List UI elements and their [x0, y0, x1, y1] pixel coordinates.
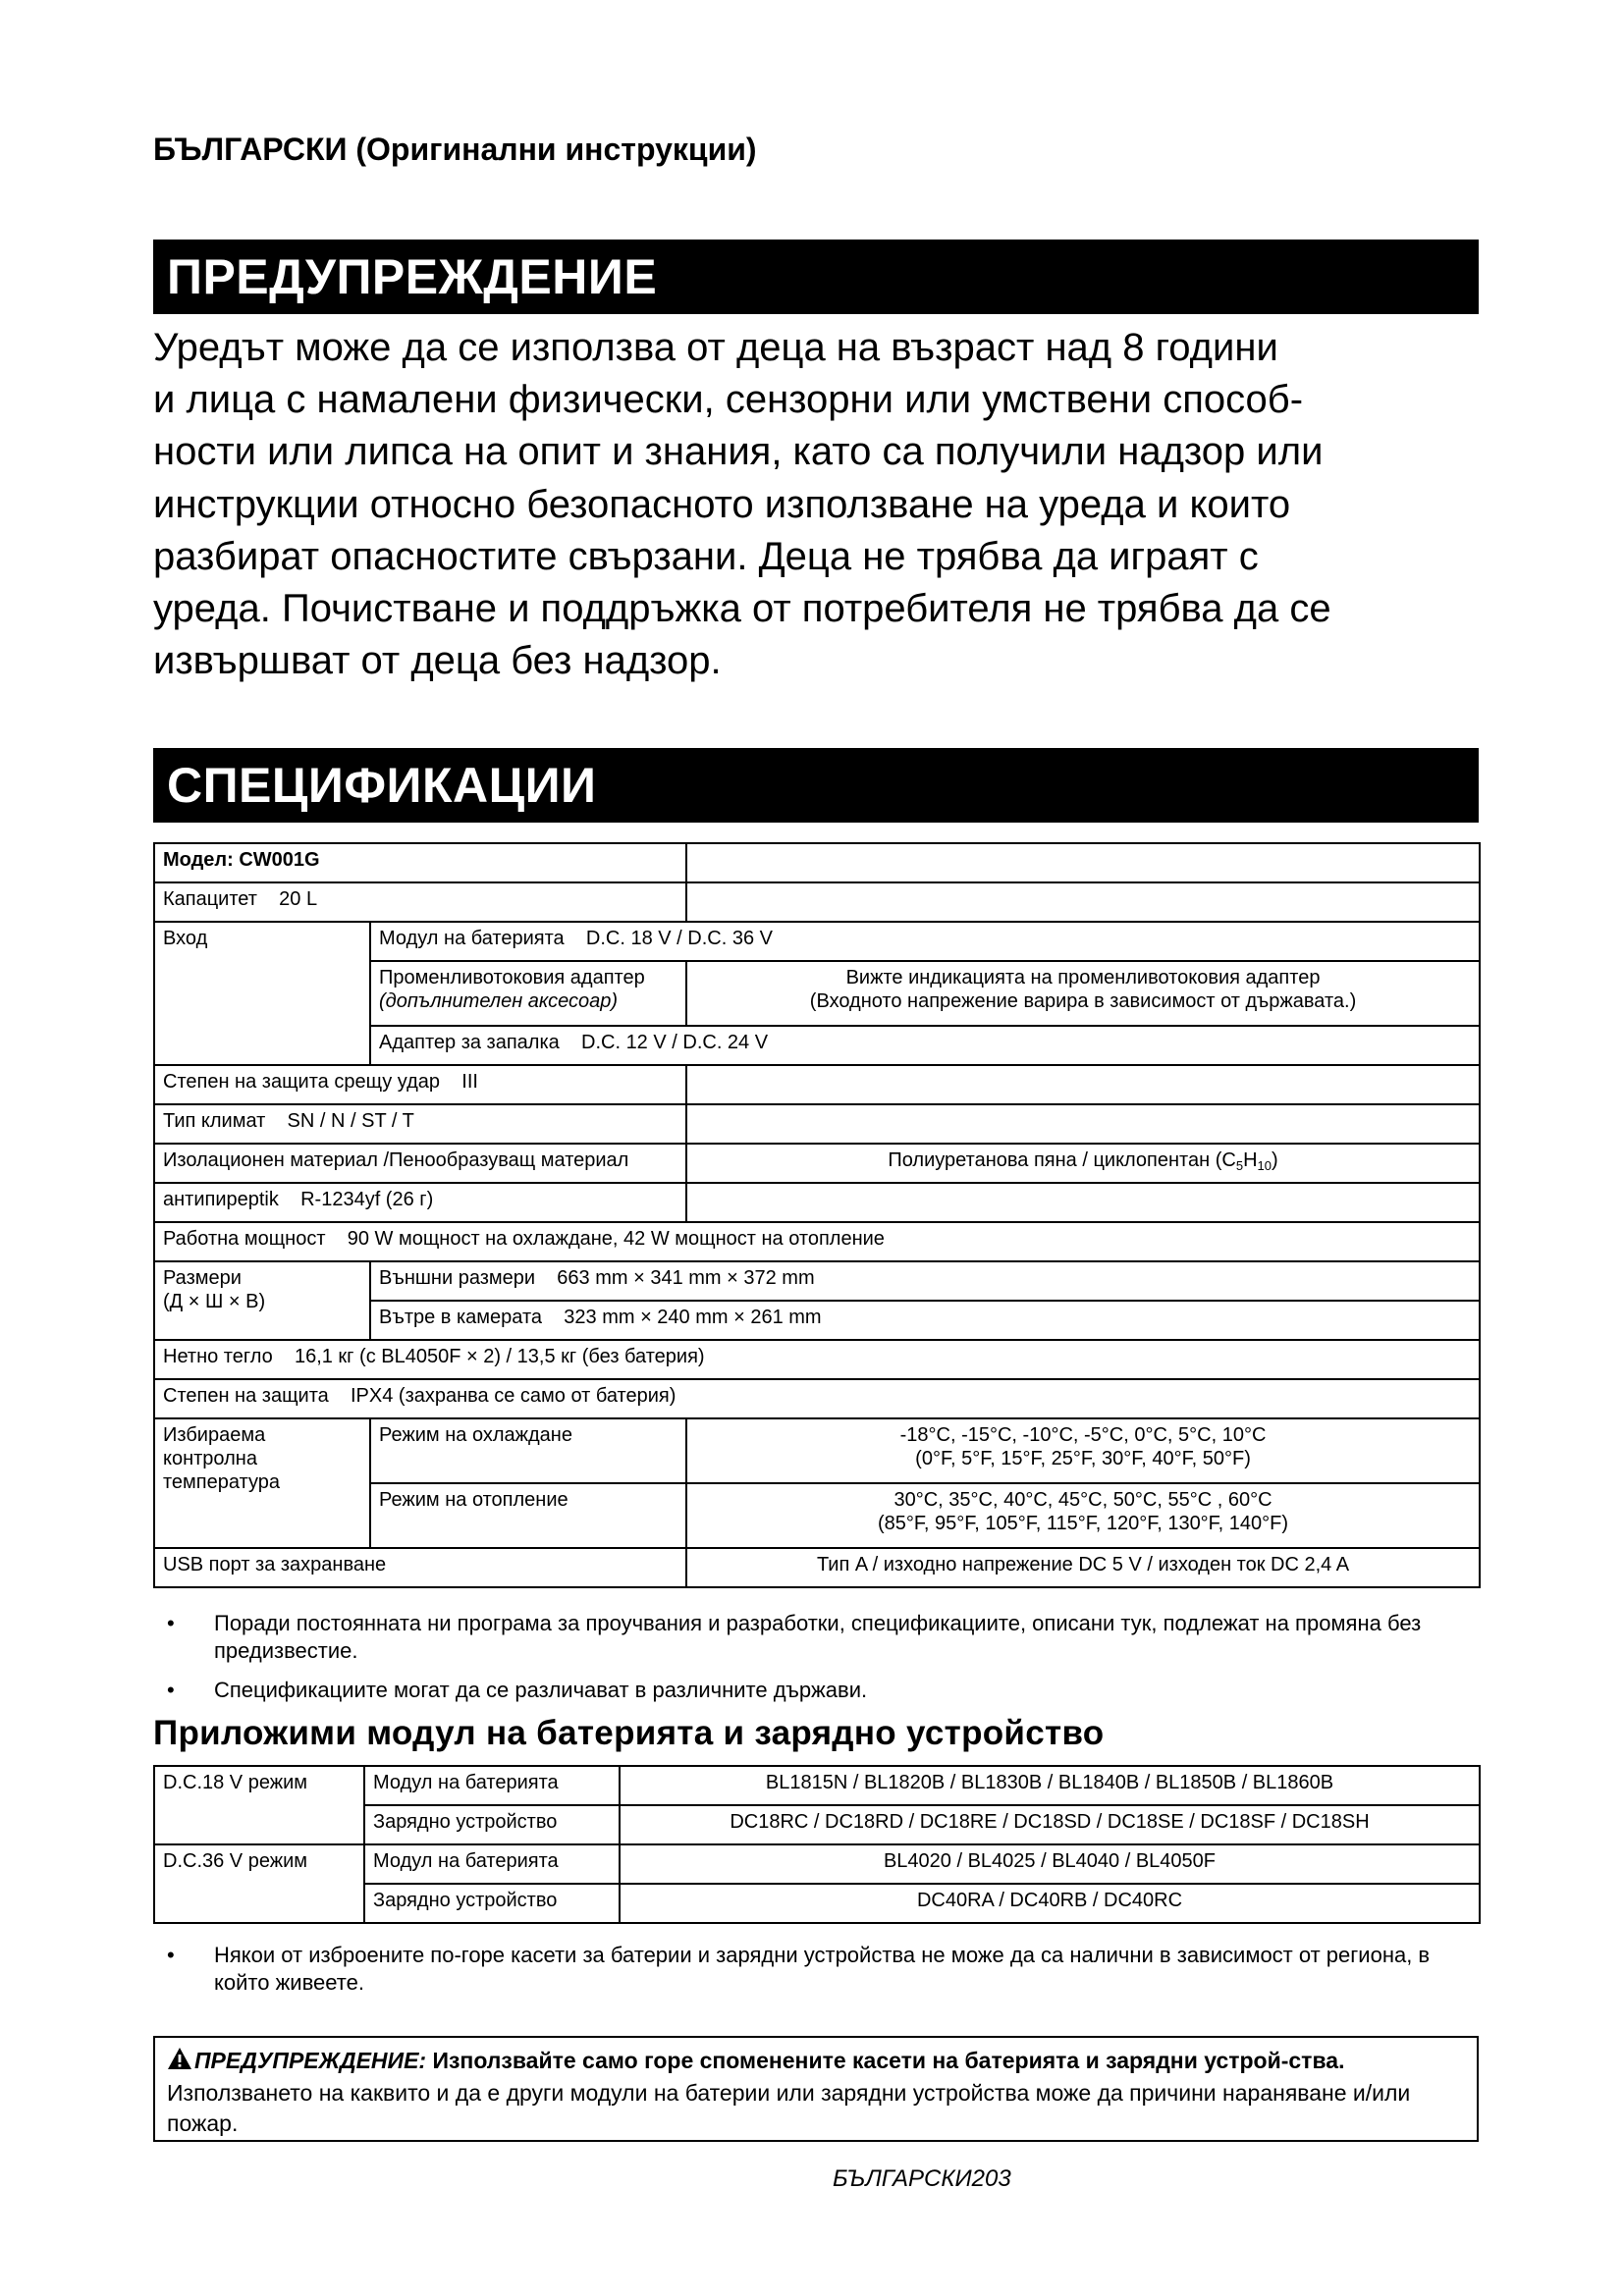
page-footer: БЪЛГАРСКИ203: [833, 2165, 1011, 2192]
table-row: [154, 1379, 1480, 1418]
table-row: [154, 1844, 1480, 1884]
cooling-values-line: (0°F, 5°F, 15°F, 25°F, 30°F, 40°F, 50°F): [915, 1448, 1251, 1469]
cooling-values-cell: [686, 1418, 1480, 1483]
value-cell: DC18RC / DC18RD / DC18RE / DC18SD / DC18SE / DC18SF / DC18SH: [620, 1805, 1480, 1844]
cooling-values-line: -18°C, -15°C, -10°C, -5°C, 0°C, 5°C, 10°C: [899, 1424, 1267, 1446]
temperature-label: контролна: [163, 1448, 257, 1469]
warning-line: извършват от деца без надзор.: [153, 639, 722, 683]
heating-values-line: (85°F, 95°F, 105°F, 115°F, 120°F, 130°F, 140°F): [877, 1513, 1289, 1534]
power-cell: Работна мощност 90 W мощност на охлаждане, 42 W мощност на отопление: [154, 1222, 1480, 1261]
kind-cell: Зарядно устройство: [364, 1884, 620, 1923]
climate-type-cell: Тип климат SN / N / ST / T: [154, 1104, 686, 1144]
table-row: [154, 1222, 1480, 1261]
warning-line: уреда. Почистване и поддръжка от потребителя не трябва да се: [153, 587, 1331, 631]
insulation-value-text: ): [1271, 1149, 1278, 1171]
dimensions-label: (Д × Ш × В): [163, 1291, 266, 1312]
ac-adapter-value-cell: [686, 961, 1480, 1026]
heating-values-cell: [686, 1483, 1480, 1548]
table-row: [154, 1183, 1480, 1222]
table-row: [154, 843, 1480, 882]
table-row: [154, 1418, 1480, 1483]
warning-box: [153, 2036, 1479, 2142]
dimensions-label: Размери: [163, 1267, 242, 1289]
warning-line: ности или липса на опит и знания, като са получили надзор или: [153, 430, 1324, 474]
specifications-table: [153, 842, 1481, 1588]
specifications-section-title: СПЕЦИФИКАЦИИ: [153, 748, 1479, 823]
input-label-cell: Вход: [154, 922, 370, 1065]
model-cell: Модел: CW001G: [154, 843, 686, 882]
heating-values-line: 30°C, 35°C, 40°C, 45°C, 50°C, 55°C , 60°C: [893, 1489, 1272, 1511]
kind-cell: Зарядно устройство: [364, 1805, 620, 1844]
subscript: 5: [1235, 1158, 1244, 1173]
insulation-value-text: H: [1243, 1149, 1258, 1171]
table-row: [154, 1548, 1480, 1587]
empty-cell: [686, 1183, 1480, 1222]
ac-adapter-value-line: (Входното напрежение варира в зависимост от държавата.): [809, 990, 1357, 1012]
empty-cell: [686, 882, 1480, 922]
temperature-label: температура: [163, 1471, 280, 1493]
refrigerant-cell: антипиреptik R-1234yf (26 г): [154, 1183, 686, 1222]
table-row: [154, 922, 1480, 961]
dimensions-label-cell: [154, 1261, 370, 1340]
ac-adapter-value-line: Вижте индикацията на променливотоковия адаптер: [845, 967, 1321, 988]
mode-cell: D.C.18 V режим: [154, 1766, 364, 1844]
warning-line: инструкции относно безопасното използване на уреда и които: [153, 482, 1291, 526]
shock-protection-cell: Степен на защита срещу удар III: [154, 1065, 686, 1104]
warning-line: и лица с намалени физически, сензорни или умствени способ-: [153, 378, 1304, 422]
warning-label: ПРЕДУПРЕЖДЕНИЕ:: [194, 2048, 427, 2073]
page-language-heading: БЪЛГАРСКИ (Оригинални инструкции): [153, 132, 757, 167]
specifications-notes: [153, 1610, 1479, 1716]
heating-mode-cell: Режим на отопление: [370, 1483, 686, 1548]
ac-adapter-label-cell: [370, 961, 686, 1026]
car-adapter-cell: Адаптер за запалка D.C. 12 V / D.C. 24 V: [370, 1026, 1480, 1065]
note-item: • Спецификациите могат да се различават в различните държави.: [153, 1677, 1479, 1704]
note-item: • Поради постоянната ни програма за проучвания и разработки, спецификациите, описани тук, подлежат на промяна без предизвестие.: [153, 1610, 1479, 1665]
protection-degree-cell: Степен на защита IPX4 (захранва се само от батерия): [154, 1379, 1480, 1418]
outer-dimensions-cell: Външни размери 663 mm × 341 mm × 372 mm: [370, 1261, 1480, 1301]
battery-input-cell: Модул на батерията D.C. 18 V / D.C. 36 V: [370, 922, 1480, 961]
cooling-mode-cell: Режим на охлаждане: [370, 1418, 686, 1483]
insulation-value-text: Полиуретанова пяна / циклопентан (C: [888, 1149, 1236, 1171]
usb-label-cell: USB порт за захранване: [154, 1548, 686, 1587]
warning-bold-text: Използвайте само горе споменените касети на батерията и зарядни устрой-ства.: [432, 2048, 1345, 2073]
kind-cell: Модул на батерията: [364, 1766, 620, 1805]
ac-adapter-note: (допълнителен аксесоар): [379, 990, 619, 1012]
insulation-value-cell: [686, 1144, 1480, 1183]
subscript: 10: [1257, 1158, 1272, 1173]
ac-adapter-label: Променливотоковия адаптер: [379, 967, 645, 988]
table-row: [154, 1104, 1480, 1144]
battery-section-title: Приложими модул на батерията и зарядно устройство: [153, 1714, 1105, 1752]
empty-cell: [686, 1065, 1480, 1104]
table-row: [154, 1144, 1480, 1183]
value-cell: BL1815N / BL1820B / BL1830B / BL1840B / BL1850B / BL1860B: [620, 1766, 1480, 1805]
inner-dimensions-cell: Вътре в камерата 323 mm × 240 mm × 261 mm: [370, 1301, 1480, 1340]
kind-cell: Модул на батерията: [364, 1844, 620, 1884]
table-row: [154, 1340, 1480, 1379]
empty-cell: [686, 843, 1480, 882]
warning-text: Използването на каквито и да е други модули на батерии или зарядни устройства може да причини нараняване и/или пожар.: [167, 2080, 1411, 2136]
insulation-label-cell: Изолационен материал /Пенообразуващ материал: [154, 1144, 686, 1183]
value-cell: DC40RA / DC40RB / DC40RC: [620, 1884, 1480, 1923]
temperature-label: Избираема: [163, 1424, 266, 1446]
battery-charger-table: [153, 1765, 1481, 1924]
warning-line: разбират опасностите свързани. Деца не трябва да играят с: [153, 534, 1259, 578]
warning-section-title: ПРЕДУПРЕЖДЕНИЕ: [153, 240, 1479, 314]
warning-line: Уредът може да се използва от деца на възраст над 8 години: [153, 326, 1278, 369]
mode-cell: D.C.36 V режим: [154, 1844, 364, 1923]
temperature-label-cell: [154, 1418, 370, 1548]
value-cell: BL4020 / BL4025 / BL4040 / BL4050F: [620, 1844, 1480, 1884]
table-row: [154, 1065, 1480, 1104]
table-row: [154, 1261, 1480, 1301]
capacity-cell: Капацитет 20 L: [154, 882, 686, 922]
table-row: [154, 882, 1480, 922]
note-item: • Някои от изброените по-горе касети за батерии и зарядни устройства не може да са налични в зависимост от региона, в който живеете.: [153, 1942, 1479, 1997]
warning-triangle-icon: [167, 2047, 192, 2078]
empty-cell: [686, 1104, 1480, 1144]
usb-value-cell: Тип A / изходно напрежение DC 5 V / изходен ток DC 2,4 A: [686, 1548, 1480, 1587]
battery-notes: [153, 1942, 1479, 2008]
net-weight-cell: Нетно тегло 16,1 кг (с BL4050F × 2) / 13,5 кг (без батерия): [154, 1340, 1480, 1379]
warning-paragraph: [153, 322, 1498, 687]
table-row: [154, 1766, 1480, 1805]
